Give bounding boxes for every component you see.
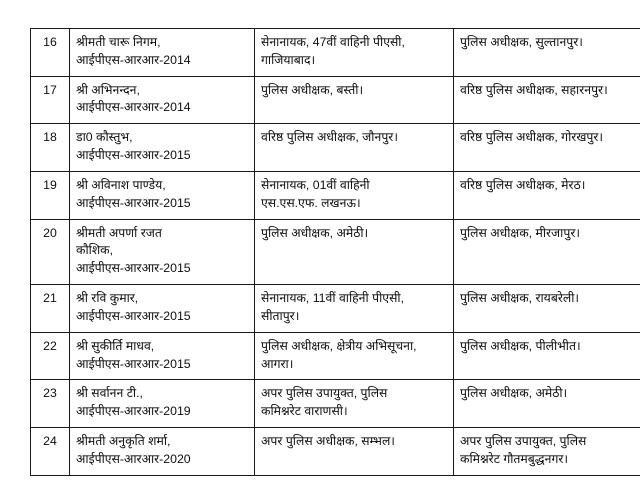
row-new-posting: वरिष्ठ पुलिस अधीक्षक, सहारनपुर। <box>454 76 640 124</box>
table-row <box>31 219 640 284</box>
row-officer-name: डा0 कौस्तुभ, आईपीएस-आरआर-2015 <box>70 124 255 172</box>
table-row <box>31 285 640 333</box>
row-serial-number: 16 <box>31 29 70 77</box>
row-serial-number: 20 <box>31 219 70 284</box>
table-row <box>31 76 640 124</box>
row-current-posting: पुलिस अधीक्षक, क्षेत्रीय अभिसूचना, आगरा। <box>255 332 454 380</box>
row-officer-name: श्रीमती अपर्णा रजत कौशिक, आईपीएस-आरआर-2015 <box>70 219 255 284</box>
row-current-posting: पुलिस अधीक्षक, बस्ती। <box>255 76 454 124</box>
table-row <box>31 171 640 219</box>
row-officer-name: श्री अविनाश पाण्डेय, आईपीएस-आरआर-2015 <box>70 171 255 219</box>
officer-transfer-table <box>30 28 640 476</box>
row-current-posting: सेनानायक, 47वीं वाहिनी पीएसी, गाजियाबाद। <box>255 29 454 77</box>
row-current-posting: सेनानायक, 11वीं वाहिनी पीएसी, सीतापुर। <box>255 285 454 333</box>
row-serial-number: 23 <box>31 380 70 428</box>
row-current-posting: पुलिस अधीक्षक, अमेठी। <box>255 219 454 284</box>
row-serial-number: 19 <box>31 171 70 219</box>
row-new-posting: पुलिस अधीक्षक, मीरजापुर। <box>454 219 640 284</box>
row-current-posting: अपर पुलिस अधीक्षक, सम्भल। <box>255 428 454 476</box>
row-serial-number: 24 <box>31 428 70 476</box>
table-row <box>31 29 640 77</box>
row-current-posting: वरिष्ठ पुलिस अधीक्षक, जौनपुर। <box>255 124 454 172</box>
row-new-posting: वरिष्ठ पुलिस अधीक्षक, गोरखपुर। <box>454 124 640 172</box>
row-officer-name: श्री सर्वानन टी., आईपीएस-आरआर-2019 <box>70 380 255 428</box>
row-officer-name: श्री अभिनन्दन, आईपीएस-आरआर-2014 <box>70 76 255 124</box>
row-current-posting: सेनानायक, 01वीं वाहिनी एस.एस.एफ. लखनऊ। <box>255 171 454 219</box>
table-row <box>31 124 640 172</box>
row-new-posting: पुलिस अधीक्षक, अमेठी। <box>454 380 640 428</box>
row-serial-number: 18 <box>31 124 70 172</box>
table-body <box>31 29 640 476</box>
table-row <box>31 332 640 380</box>
row-officer-name: श्री रवि कुमार, आईपीएस-आरआर-2015 <box>70 285 255 333</box>
row-serial-number: 17 <box>31 76 70 124</box>
row-new-posting: पुलिस अधीक्षक, सुल्तानपुर। <box>454 29 640 77</box>
row-new-posting: पुलिस अधीक्षक, पीलीभीत। <box>454 332 640 380</box>
row-current-posting: अपर पुलिस उपायुक्त, पुलिस कमिश्नरेट वाराणसी। <box>255 380 454 428</box>
row-new-posting: अपर पुलिस उपायुक्त, पुलिस कमिश्नरेट गौतमबुद्धनगर। <box>454 428 640 476</box>
row-officer-name: श्री सुकीर्ति माधव, आईपीएस-आरआर-2015 <box>70 332 255 380</box>
table-row <box>31 380 640 428</box>
row-serial-number: 22 <box>31 332 70 380</box>
row-serial-number: 21 <box>31 285 70 333</box>
table-row <box>31 428 640 476</box>
row-officer-name: श्रीमती अनुकृति शर्मा, आईपीएस-आरआर-2020 <box>70 428 255 476</box>
row-new-posting: वरिष्ठ पुलिस अधीक्षक, मेरठ। <box>454 171 640 219</box>
row-new-posting: पुलिस अधीक्षक, रायबरेली। <box>454 285 640 333</box>
row-officer-name: श्रीमती चारू निगम, आईपीएस-आरआर-2014 <box>70 29 255 77</box>
